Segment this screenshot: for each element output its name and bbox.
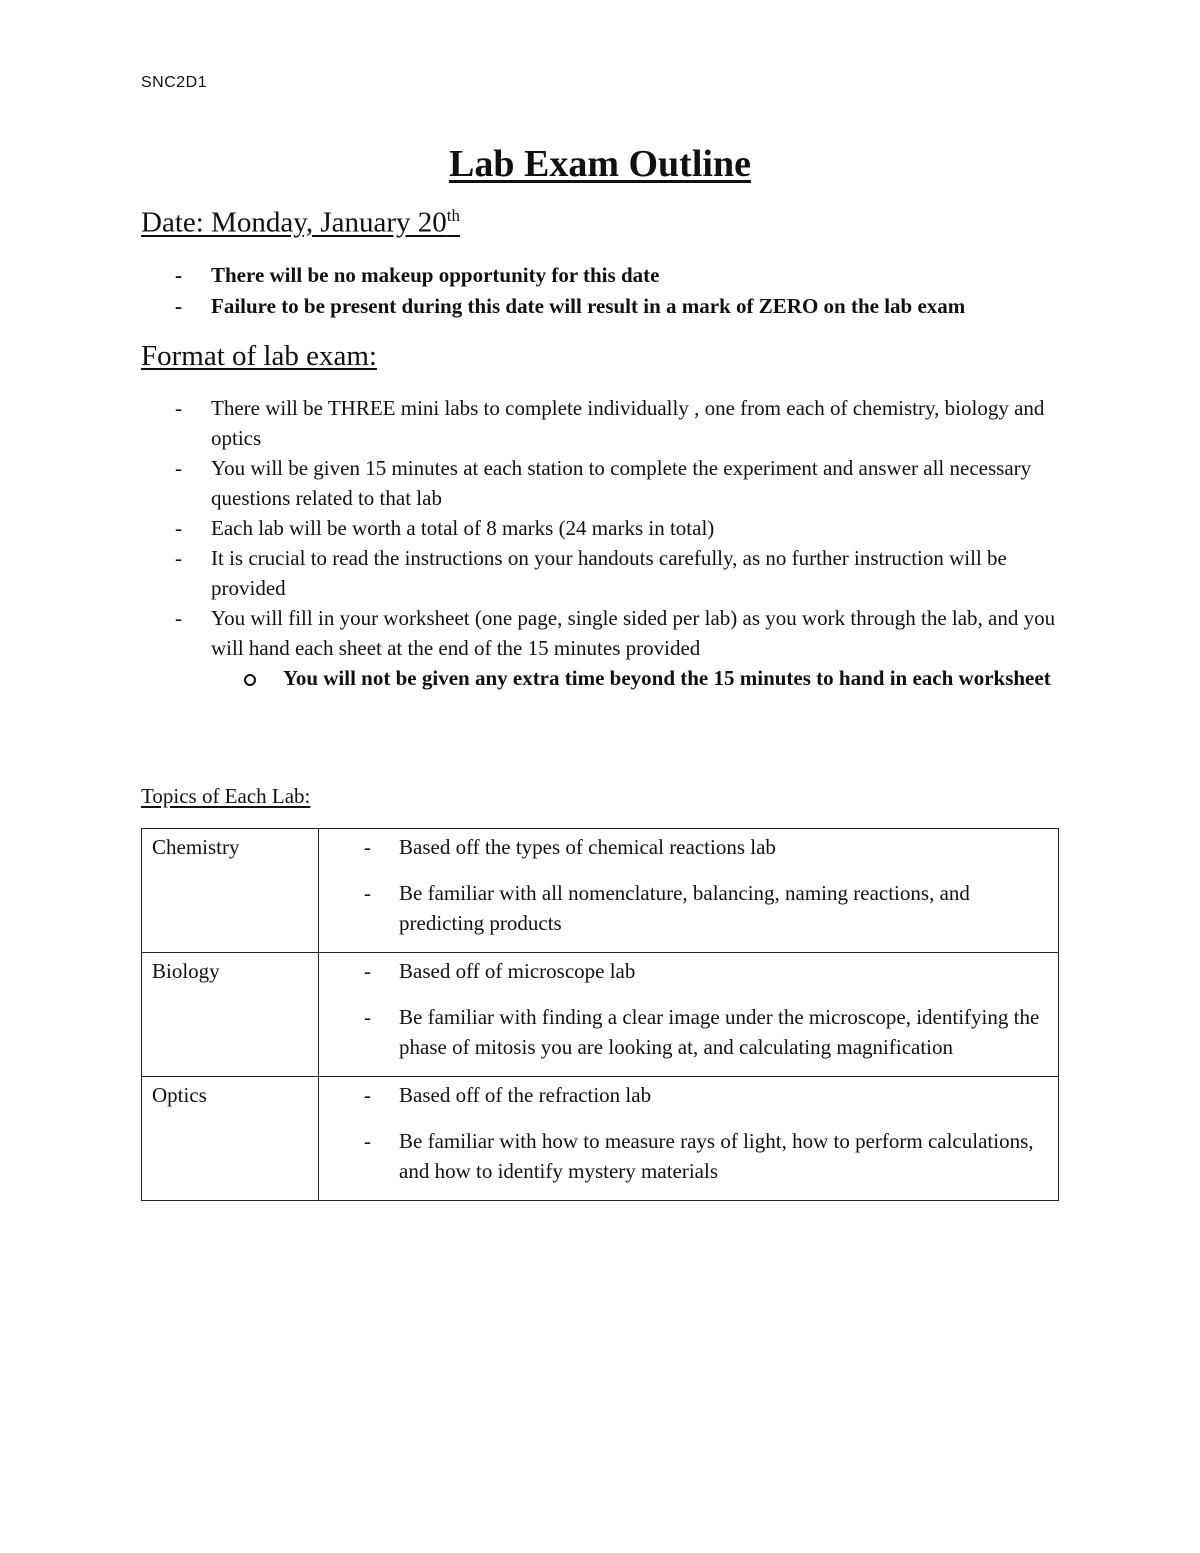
circle-bullet-icon <box>244 674 256 686</box>
dash-bullet-icon: - <box>175 516 182 540</box>
subject-cell: Optics <box>142 1077 319 1201</box>
dash-bullet-icon: - <box>175 294 182 318</box>
points-cell <box>319 829 1059 953</box>
list-item <box>319 878 1048 938</box>
date-heading <box>141 206 460 240</box>
list-item-text: You will fill in your worksheet (one page, single sided per lab) as you work through the lab, and you will hand each sheet at the end of the 15 minutes provided <box>211 606 1056 660</box>
list-item-text: Be familiar with all nomenclature, balancing, naming reactions, and predicting products <box>399 881 970 935</box>
list-item-text: There will be no makeup opportunity for this date <box>211 263 660 287</box>
list-item <box>319 956 1048 986</box>
dash-bullet-icon: - <box>175 456 182 480</box>
points-list <box>319 829 1058 952</box>
dash-bullet-icon: - <box>175 546 182 570</box>
list-item <box>319 1126 1048 1186</box>
points-list <box>319 1077 1058 1200</box>
list-item-text: There will be THREE mini labs to complete individually , one from each of chemistry, biology and optics <box>211 396 1045 450</box>
topics-heading: Topics of Each Lab: <box>141 784 311 808</box>
list-item <box>141 260 1061 291</box>
table-row <box>142 1077 1059 1201</box>
dash-bullet-icon: - <box>364 881 371 905</box>
list-item-text: Each lab will be worth a total of 8 marks (24 marks in total) <box>211 516 715 540</box>
format-list <box>141 393 1061 693</box>
dash-bullet-icon: - <box>175 396 182 420</box>
sub-list <box>211 663 1061 693</box>
list-item-text: Failure to be present during this date will result in a mark of ZERO on the lab exam <box>211 294 966 318</box>
list-item <box>141 603 1061 693</box>
sub-list-item-text: You will not be given any extra time beyond the 15 minutes to hand in each worksheet <box>283 666 1051 690</box>
list-item-text: You will be given 15 minutes at each station to complete the experiment and answer all necessary questions related to that lab <box>211 456 1032 510</box>
list-item <box>141 543 1061 603</box>
date-heading-text: Date: Monday, January 20 <box>141 206 447 239</box>
list-item <box>319 1080 1048 1110</box>
list-item-text: It is crucial to read the instructions on your handouts carefully, as no further instruction will be provided <box>211 546 1007 600</box>
dash-bullet-icon: - <box>364 1005 371 1029</box>
course-code: SNC2D1 <box>141 74 208 91</box>
subject-cell: Chemistry <box>142 829 319 953</box>
topics-table <box>141 828 1059 1201</box>
page-title: Lab Exam Outline <box>449 143 751 185</box>
list-item <box>141 513 1061 543</box>
date-heading-suffix: th <box>446 206 460 225</box>
dash-bullet-icon: - <box>175 263 182 287</box>
dash-bullet-icon: - <box>364 835 371 859</box>
table-row <box>142 953 1059 1077</box>
date-notes-list <box>141 260 1061 322</box>
points-cell <box>319 953 1059 1077</box>
dash-bullet-icon: - <box>175 606 182 630</box>
format-heading: Format of lab exam: <box>141 340 377 372</box>
list-item-text: Based off of microscope lab <box>399 959 636 983</box>
dash-bullet-icon: - <box>364 1129 371 1153</box>
sub-list-item <box>211 663 1061 693</box>
subject-cell: Biology <box>142 953 319 1077</box>
list-item <box>319 1002 1048 1062</box>
list-item <box>141 291 1061 322</box>
table-row <box>142 829 1059 953</box>
dash-bullet-icon: - <box>364 1083 371 1107</box>
list-item-text: Based off of the refraction lab <box>399 1083 652 1107</box>
list-item <box>141 393 1061 453</box>
list-item-text: Be familiar with finding a clear image under the microscope, identifying the phase of mitosis you are looking at, and calculating magnification <box>399 1005 1040 1059</box>
list-item-text: Based off the types of chemical reactions lab <box>399 835 776 859</box>
dash-bullet-icon: - <box>364 959 371 983</box>
points-list <box>319 953 1058 1076</box>
list-item <box>319 832 1048 862</box>
list-item <box>141 453 1061 513</box>
points-cell <box>319 1077 1059 1201</box>
list-item-text: Be familiar with how to measure rays of light, how to perform calculations, and how to identify mystery materials <box>399 1129 1034 1183</box>
